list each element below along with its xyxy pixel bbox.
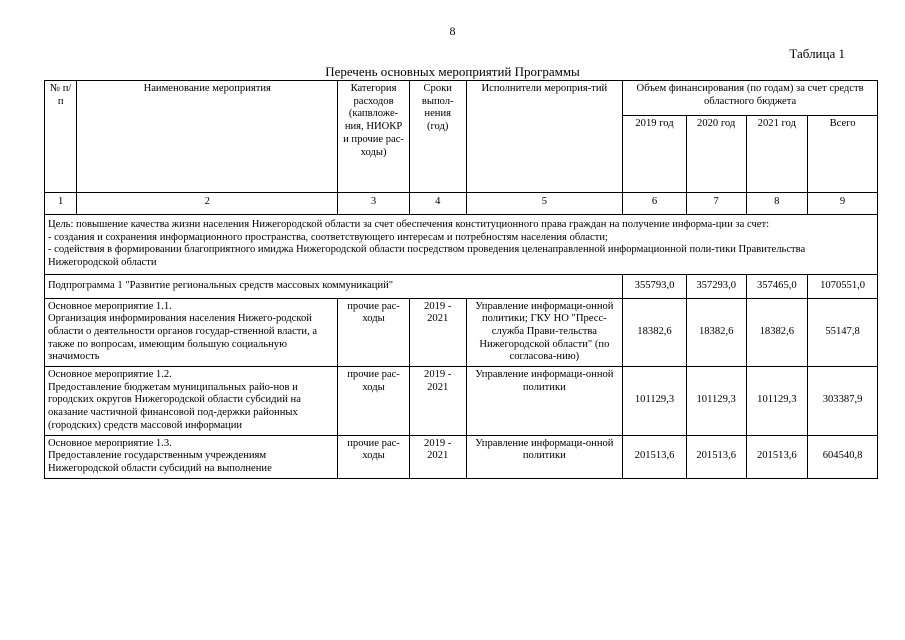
table-row xyxy=(45,298,878,367)
page-number: 8 xyxy=(449,24,456,38)
subprogram-row xyxy=(45,274,878,298)
activity-2021: 201513,6 xyxy=(746,435,808,478)
table-row xyxy=(45,367,878,436)
column-number: 6 xyxy=(623,193,687,215)
header-num: № п/п xyxy=(45,81,77,193)
subprogram-2020: 357293,0 xyxy=(686,274,746,298)
header-category: Категория расходов (капвложе-ния, НИОКР и прочие рас-ходы) xyxy=(338,81,410,193)
activity-terms: 2019 - 2021 xyxy=(409,435,466,478)
activity-category: прочие рас-ходы xyxy=(338,367,410,436)
activity-2019: 101129,3 xyxy=(623,367,687,436)
activity-2020: 18382,6 xyxy=(686,298,746,367)
activity-title: Основное мероприятие 1.2. xyxy=(48,369,172,381)
header-2019: 2019 год xyxy=(623,116,687,193)
header-2020: 2020 год xyxy=(686,116,746,193)
activity-cell xyxy=(45,367,338,436)
activity-total: 55147,8 xyxy=(808,298,878,367)
activity-executors: Управление информаци-онной политики xyxy=(466,435,623,478)
header-row-1 xyxy=(45,81,878,116)
subprogram-2021: 357465,0 xyxy=(746,274,808,298)
activity-cell xyxy=(45,298,338,367)
subprogram-label: Подпрограмма 1 "Развитие региональных средств массовых коммуникаций" xyxy=(45,274,623,298)
subprogram-total: 1070551,0 xyxy=(808,274,878,298)
activity-title: Основное мероприятие 1.3. xyxy=(48,437,172,449)
goal-cell xyxy=(45,215,878,275)
column-number: 1 xyxy=(45,193,77,215)
header-terms: Сроки выпол-нения (год) xyxy=(409,81,466,193)
header-funding: Объем финансирования (по годам) за счет средств областного бюджета xyxy=(623,81,878,116)
document-title: Перечень основных мероприятий Программы xyxy=(325,64,580,79)
goal-line: - содействия в формировании благоприятного имиджа Нижегородской области посредством проведения целенаправленной информационной поли-тики Правительства Нижегородской области xyxy=(48,244,806,269)
activity-description: Организация информирования населения Нижего-родской области о деятельности органов государ-ственной власти, а также по вопросам, имеющим большую социальную значимость xyxy=(48,313,318,363)
activity-terms: 2019 - 2021 xyxy=(409,298,466,367)
table-label: Таблица 1 xyxy=(789,46,845,61)
activity-2019: 201513,6 xyxy=(623,435,687,478)
activity-2019: 18382,6 xyxy=(623,298,687,367)
goal-line: Цель: повышение качества жизни населения Нижегородской области за счет обеспечения конституционного права граждан на получение информа-ции за счет: xyxy=(48,219,770,230)
subprogram-2019: 355793,0 xyxy=(623,274,687,298)
table-row xyxy=(45,435,878,478)
activity-category: прочие рас-ходы xyxy=(338,298,410,367)
header-name: Наименование мероприятия xyxy=(77,81,338,193)
header-total: Всего xyxy=(808,116,878,193)
column-number: 2 xyxy=(77,193,338,215)
column-number: 4 xyxy=(409,193,466,215)
activity-title: Основное мероприятие 1.1. xyxy=(48,300,172,312)
activity-cell xyxy=(45,435,338,478)
activity-executors: Управление информаци-онной политики xyxy=(466,367,623,436)
goal-row xyxy=(45,215,878,275)
activity-description: Предоставление бюджетам муниципальных райо-нов и городских округов Нижегородской области субсидий на оказание частичной финансовой под-держки районных (городских) средств массовой информации xyxy=(48,381,301,431)
activity-2021: 18382,6 xyxy=(746,298,808,367)
activity-total: 303387,9 xyxy=(808,367,878,436)
header-2021: 2021 год xyxy=(746,116,808,193)
program-activities-table xyxy=(44,80,878,479)
activity-executors: Управление информаци-онной политики; ГКУ НО "Пресс-служба Прави-тельства Нижегородской области" (по согласова-нию) xyxy=(466,298,623,367)
activity-category: прочие рас-ходы xyxy=(338,435,410,478)
column-number: 5 xyxy=(466,193,623,215)
column-number: 8 xyxy=(746,193,808,215)
goal-line: - создания и сохранения информационного пространства, соответствующего интересам и потребностям населения области; xyxy=(48,231,608,243)
column-number: 3 xyxy=(338,193,410,215)
column-number: 7 xyxy=(686,193,746,215)
activity-total: 604540,8 xyxy=(808,435,878,478)
activity-description: Предоставление государственным учреждениям Нижегородской области субсидий на выполнение xyxy=(48,450,272,474)
activity-2020: 201513,6 xyxy=(686,435,746,478)
activity-2021: 101129,3 xyxy=(746,367,808,436)
activity-2020: 101129,3 xyxy=(686,367,746,436)
header-executors: Исполнители мероприя-тий xyxy=(466,81,623,193)
column-number: 9 xyxy=(808,193,878,215)
activity-terms: 2019 - 2021 xyxy=(409,367,466,436)
column-number-row xyxy=(45,193,878,215)
